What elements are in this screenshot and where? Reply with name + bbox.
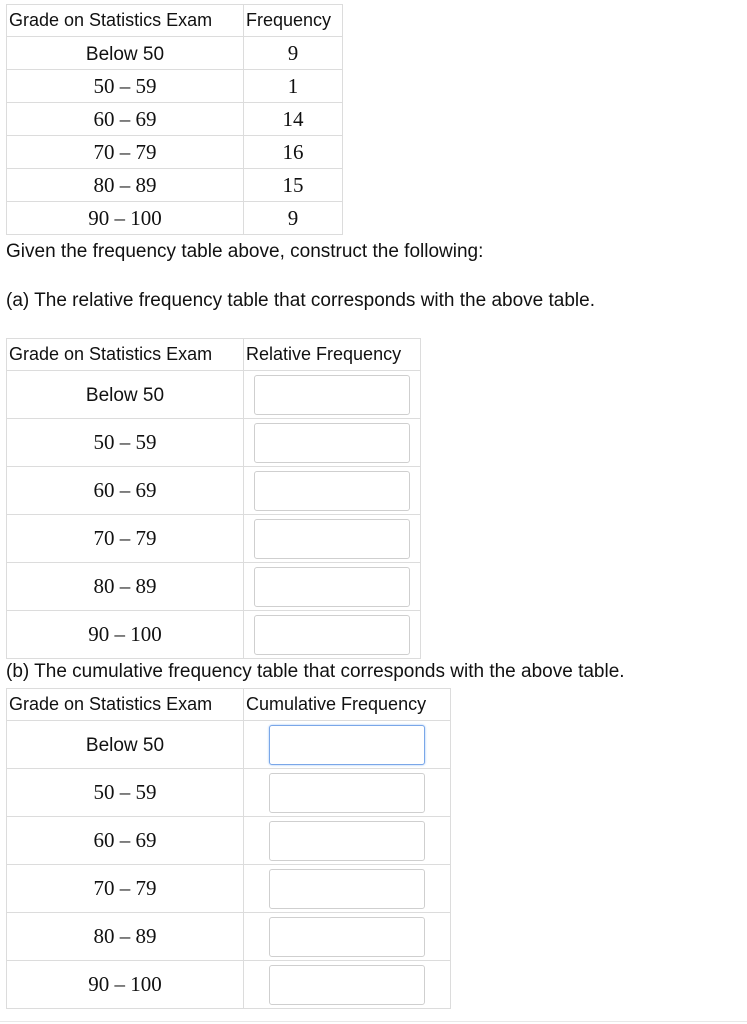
answer-cell (244, 419, 421, 467)
answer-cell (244, 611, 421, 659)
column-header-grade: Grade on Statistics Exam (7, 689, 244, 721)
grade-cell: 90 – 100 (7, 611, 244, 659)
grade-cell: 90 – 100 (7, 202, 244, 235)
frequency-cell: 1 (244, 70, 343, 103)
frequency-cell: 16 (244, 136, 343, 169)
grade-cell: Below 50 (7, 371, 244, 419)
grade-cell: 80 – 89 (7, 913, 244, 961)
cumulative-frequency-input[interactable] (269, 917, 425, 957)
grade-cell: 70 – 79 (7, 515, 244, 563)
table-row (7, 817, 451, 865)
column-header-relative-frequency: Relative Frequency (244, 339, 421, 371)
cumulative-frequency-input[interactable] (269, 869, 425, 909)
grade-cell: 80 – 89 (7, 563, 244, 611)
table-row (7, 70, 343, 103)
frequency-cell: 9 (244, 202, 343, 235)
table-row (7, 202, 343, 235)
part-b-prompt: (b) The cumulative frequency table that corresponds with the above table. (6, 661, 625, 682)
grade-cell: 50 – 59 (7, 70, 244, 103)
grade-cell: 60 – 69 (7, 467, 244, 515)
answer-cell (244, 865, 451, 913)
relative-frequency-input[interactable] (254, 423, 410, 463)
instructions-text: Given the frequency table above, construct the following: (6, 241, 484, 262)
answer-cell (244, 769, 451, 817)
relative-frequency-input[interactable] (254, 615, 410, 655)
column-header-grade: Grade on Statistics Exam (7, 5, 244, 37)
column-header-grade: Grade on Statistics Exam (7, 339, 244, 371)
grade-cell: 50 – 59 (7, 769, 244, 817)
frequency-table (6, 4, 343, 235)
grade-cell: 70 – 79 (7, 136, 244, 169)
grade-cell: 60 – 69 (7, 103, 244, 136)
table-row (7, 169, 343, 202)
relative-frequency-input[interactable] (254, 375, 410, 415)
table-row (7, 721, 451, 769)
table-row (7, 913, 451, 961)
cumulative-frequency-input[interactable] (269, 725, 425, 765)
answer-cell (244, 961, 451, 1009)
table-row (7, 37, 343, 70)
table-row (7, 611, 421, 659)
table-row (7, 563, 421, 611)
table-row (7, 136, 343, 169)
table-row (7, 467, 421, 515)
grade-cell: Below 50 (7, 37, 244, 70)
cumulative-frequency-table (6, 688, 451, 1009)
frequency-cell: 14 (244, 103, 343, 136)
relative-frequency-input[interactable] (254, 519, 410, 559)
table-row (7, 103, 343, 136)
table-row (7, 865, 451, 913)
cumulative-frequency-input[interactable] (269, 821, 425, 861)
answer-cell (244, 817, 451, 865)
table-row (7, 515, 421, 563)
grade-cell: 90 – 100 (7, 961, 244, 1009)
table-row (7, 419, 421, 467)
table-row (7, 769, 451, 817)
answer-cell (244, 563, 421, 611)
grade-cell: Below 50 (7, 721, 244, 769)
relative-frequency-table (6, 338, 421, 659)
answer-cell (244, 515, 421, 563)
relative-frequency-input[interactable] (254, 567, 410, 607)
grade-cell: 60 – 69 (7, 817, 244, 865)
grade-cell: 70 – 79 (7, 865, 244, 913)
frequency-cell: 15 (244, 169, 343, 202)
answer-cell (244, 913, 451, 961)
table-row (7, 371, 421, 419)
table-row (7, 961, 451, 1009)
cumulative-frequency-input[interactable] (269, 773, 425, 813)
part-a-prompt: (a) The relative frequency table that corresponds with the above table. (6, 290, 595, 311)
column-header-cumulative-frequency: Cumulative Frequency (244, 689, 451, 721)
answer-cell (244, 467, 421, 515)
relative-frequency-input[interactable] (254, 471, 410, 511)
column-header-frequency: Frequency (244, 5, 343, 37)
answer-cell (244, 721, 451, 769)
frequency-cell: 9 (244, 37, 343, 70)
grade-cell: 80 – 89 (7, 169, 244, 202)
cumulative-frequency-input[interactable] (269, 965, 425, 1005)
answer-cell (244, 371, 421, 419)
grade-cell: 50 – 59 (7, 419, 244, 467)
bottom-divider (0, 1021, 747, 1022)
